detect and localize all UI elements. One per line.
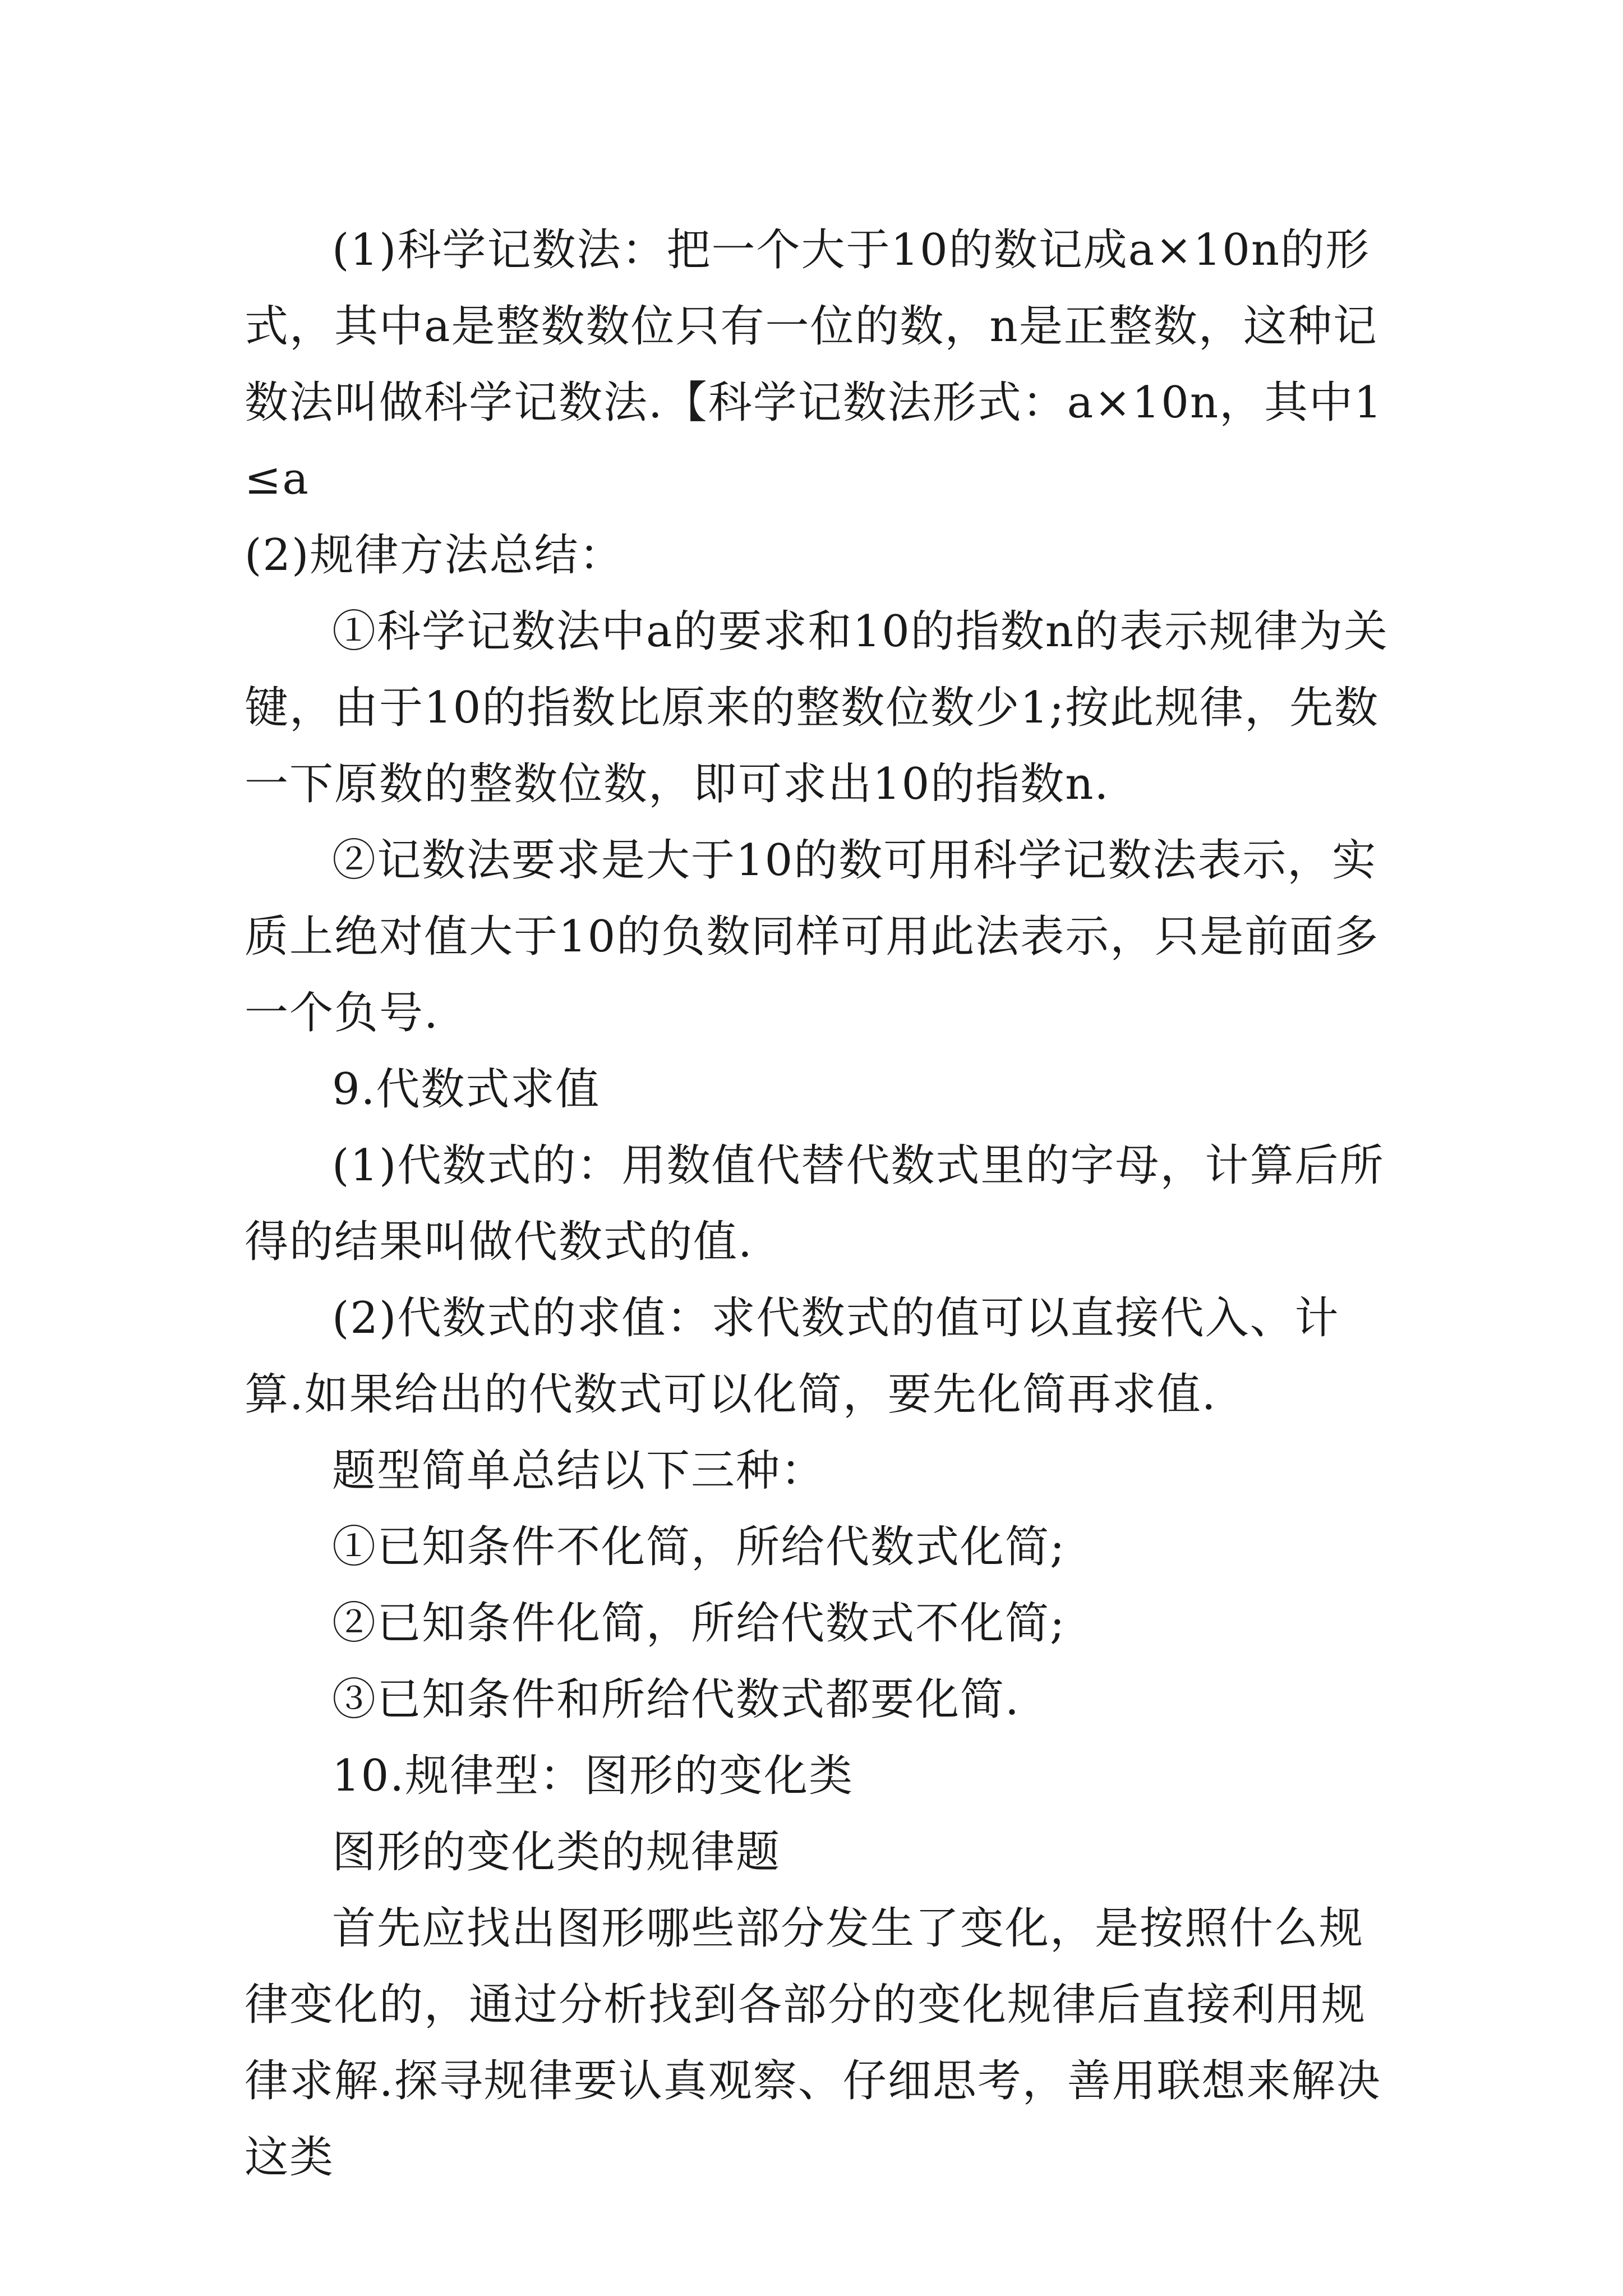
- paragraph-algebraic-evaluation-method: (2)代数式的求值：求代数式的值可以直接代入、计算.如果给出的代数式可以化简，要先化简再求值.: [245, 1293, 1340, 1420]
- paragraph-algebraic-value-definition: (1)代数式的：用数值代替代数式里的字母，计算后所得的结果叫做代数式的值.: [245, 1140, 1385, 1267]
- list-item-type-2: ②已知条件化简，所给代数式不化简;: [332, 1598, 1066, 1649]
- document-body: [245, 212, 1389, 2196]
- paragraph-rule-2: ②记数法要求是大于10的数可用科学记数法表示，实质上绝对值大于10的负数同样可用此法表示，只是前面多一个负号.: [245, 835, 1380, 1038]
- paragraph-rule-1: ①科学记数法中a的要求和10的指数n的表示规律为关键，由于10的指数比原来的整数位数少1;按此规律，先数一下原数的整数位数，即可求出10的指数n.: [245, 606, 1389, 809]
- section-heading-algebraic-evaluation: 9.代数式求值: [332, 1064, 601, 1115]
- paragraph-rule-summary-heading: (2)规律方法总结：: [245, 530, 624, 581]
- list-item-type-1: ①已知条件不化简，所给代数式化简;: [332, 1522, 1066, 1572]
- paragraph-question-types-intro: 题型简单总结以下三种：: [332, 1446, 826, 1496]
- paragraph-pattern-shapes-subheading: 图形的变化类的规律题: [332, 1827, 781, 1878]
- paragraph-pattern-shapes-method: 首先应找出图形哪些部分发生了变化，是按照什么规律变化的，通过分析找到各部分的变化规律后直接利用规律求解.探寻规律要认真观察、仔细思考，善用联想来解决这类: [245, 1903, 1381, 2183]
- paragraph-scientific-notation-definition: (1)科学记数法：把一个大于10的数记成a×10n的形式，其中a是整数数位只有一位的数，n是正整数，这种记数法叫做科学记数法.【科学记数法形式：a×10n，其中1≤a: [245, 225, 1383, 504]
- section-heading-pattern-shapes: 10.规律型：图形的变化类: [332, 1751, 854, 1801]
- list-item-type-3: ③已知条件和所给代数式都要化简.: [332, 1674, 1020, 1725]
